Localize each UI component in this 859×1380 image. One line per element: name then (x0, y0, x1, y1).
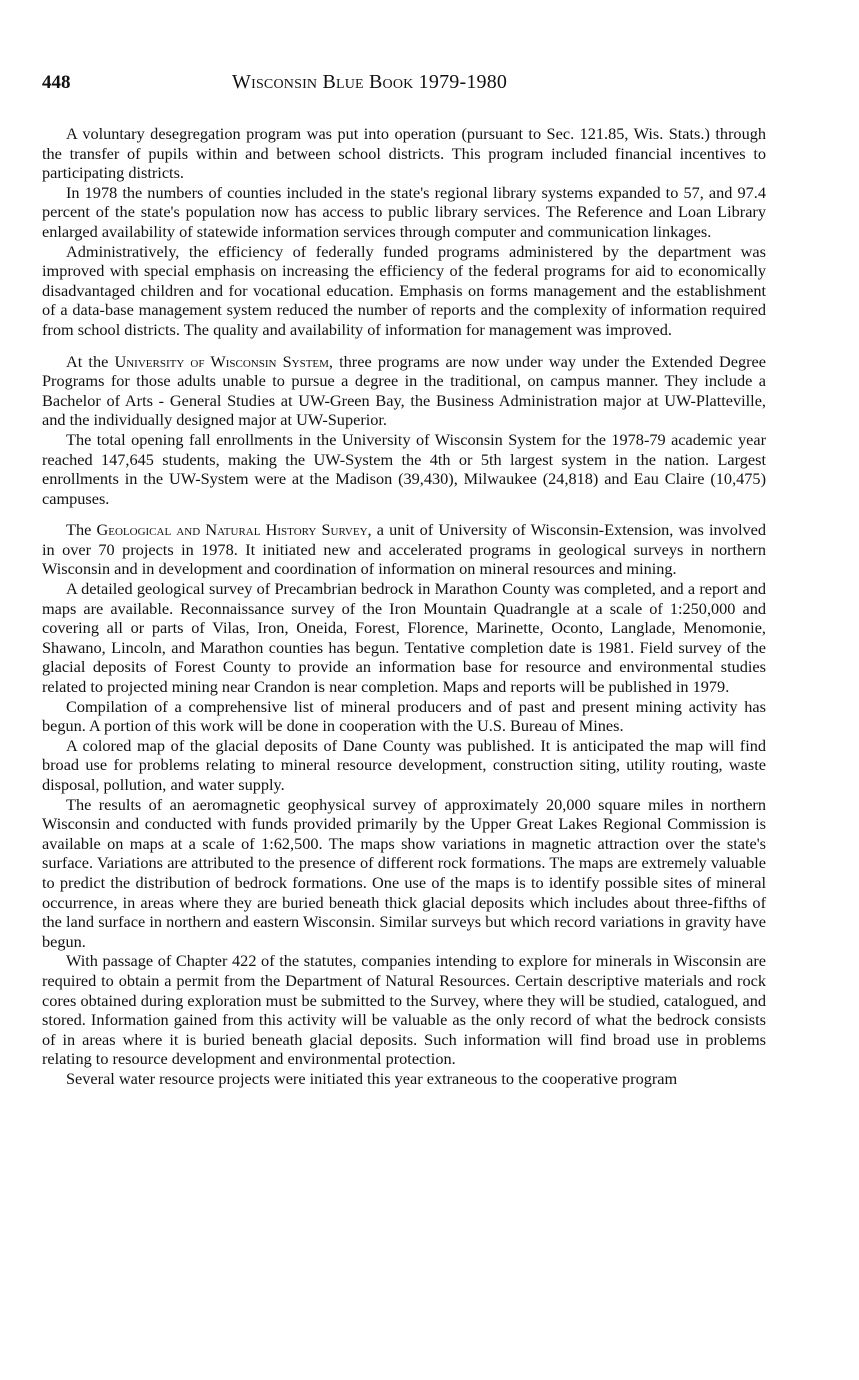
page-number: 448 (42, 72, 71, 93)
page-header (42, 72, 766, 98)
paragraph-aeromagnetic-survey: The results of an aeromagnetic geophysical survey of approximately 20,000 square miles in northern Wisconsin and conducted with funds provided primarily by the Upper Great Lakes Regional Commission is available on maps at a scale of 1:62,500. The maps show variations in magnetic attraction over the state's surface. Variations are attributed to the presence of different rock formations. The maps are extremely valuable to predict the distribution of bedrock formations. One use of the maps is to identify possible sites of mineral occurrence, in areas where they are buried beneath thick glacial deposits which includes about three-fifths of the land surface in northern and eastern Wisconsin. Similar surveys but which record variations in gravity have begun. (42, 794, 766, 951)
paragraph-uw-system: At the University of Wisconsin System, three programs are now under way under the Extended Degree Programs for those adults unable to pursue a degree in the traditional, on campus manner. They include a Bachelor of Arts - General Studies at UW-Green Bay, the Business Administration major at UW-Platteville, and the individually designed major at UW-Superior. (42, 351, 767, 430)
paragraph-desegregation: A voluntary desegregation program was put into operation (pursuant to Sec. 121.85, Wis. Stats.) through the transfer of pupils within and between school districts. This program included financial incentives to participating districts. (42, 124, 766, 183)
running-title: Wisconsin Blue Book 1979-1980 (232, 71, 508, 93)
paragraph-chapter-422: With passage of Chapter 422 of the statutes, companies intending to explore for minerals in Wisconsin are required to obtain a permit from the Department of Natural Resources. Certain descriptive materials and rock cores obtained during exploration must be submitted to the Survey, where they will be studied, catalogued, and stored. Information gained from this activity will be valuable as the only record of what the bedrock consists of in areas where it is buried beneath glacial deposits. Such information will find broad use in problems relating to resource development and environmental protection. (42, 951, 766, 1069)
paragraph-federal-programs: Administratively, the efficiency of federally funded programs administered by the department was improved with special emphasis on increasing the efficiency of the federal programs for aid to economically disadvantaged children and for vocational education. Emphasis on forms management and the establishment of a data-base management system reduced the number of reports and the complexity of information required from school districts. The quality and availability of information for management was improved. (42, 241, 766, 339)
paragraph-geological-survey: The Geological and Natural History Survey, a unit of University of Wisconsin-Extension, was involved in over 70 projects in 1978. It initiated new and accelerated programs in geological surveys in northern Wisconsin and in development and coordination of information on mineral resources and mining. (42, 520, 766, 579)
paragraph-precambrian-survey: A detailed geological survey of Precambrian bedrock in Marathon County was completed, and a report and maps are available. Reconnaissance survey of the Iron Mountain Quadrangle at a scale of 1:250,000 and covering all or parts of Vilas, Iron, Oneida, Forest, Florence, Marinette, Oconto, Langlade, Menomonie, Shawano, Lincoln, and Marathon counties has begun. Tentative completion date is 1981. Field survey of the glacial deposits of Forest County to provide an information base for resource and environmental studies related to projected mining near Crandon is near completion. Maps and reports will be published in 1979. (42, 579, 766, 697)
body-text (42, 124, 766, 1089)
paragraph-mineral-producers: Compilation of a comprehensive list of mineral producers and of past and present mining activity has begun. A portion of this work will be done in cooperation with the U.S. Bureau of Mines. (42, 696, 766, 736)
paragraph-enrollments: The total opening fall enrollments in the University of Wisconsin System for the 1978-79 academic year reached 147,645 students, making the UW-System the 4th or 5th largest system in the nation. Largest enrollments in the UW-System were at the Madison (39,430), Milwaukee (24,818) and Eau Claire (10,475) campuses. (42, 429, 766, 508)
section-heading-geological-survey: Geological and Natural History Survey (96, 520, 368, 540)
paragraph-water-resources: Several water resource projects were initiated this year extraneous to the cooperative program (66, 1068, 678, 1088)
paragraph-library-systems: In 1978 the numbers of counties included in the state's regional library systems expanded to 57, and 97.4 percent of the state's population now has access to public library services. The Reference and Loan Library enlarged availability of statewide information services through computer and communication linkages. (42, 182, 766, 241)
paragraph-dane-county-map: A colored map of the glacial deposits of Dane County was published. It is anticipated the map will find broad use for problems relating to mineral resource development, construction siting, utility routing, waste disposal, pollution, and water supply. (42, 735, 766, 794)
section-heading-uw-system: University of Wisconsin System (114, 351, 329, 371)
